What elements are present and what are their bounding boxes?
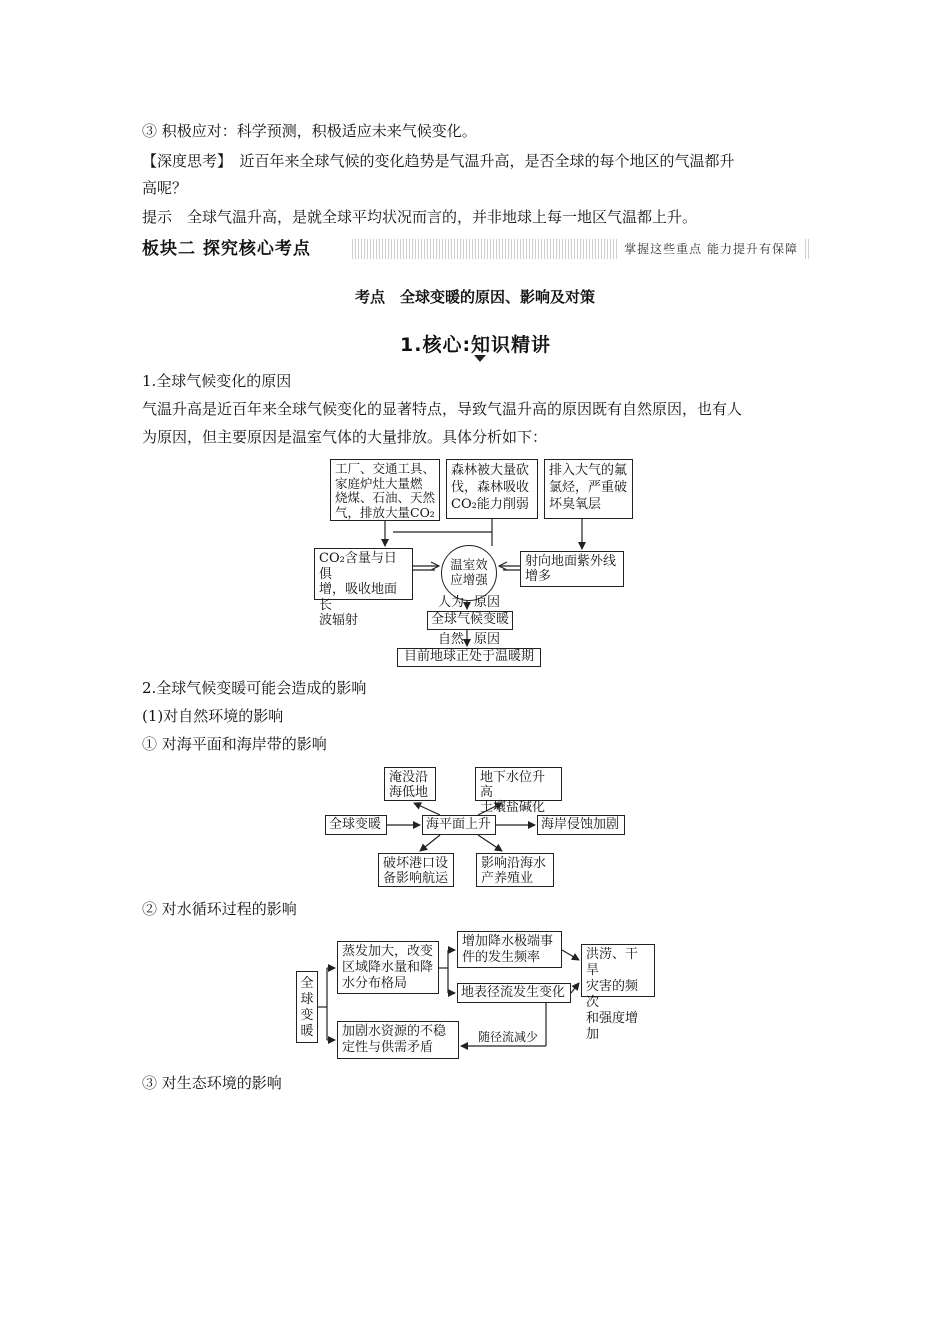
box-line: 加剧水资源的不稳 [342, 1024, 447, 1039]
section-1-title: 1.全球气候变化的原因 [142, 372, 292, 390]
box-line: 定性与供需矛盾 [342, 1040, 434, 1055]
natural-label: 自然 [438, 632, 465, 647]
box-line: 蒸发加大，改变 [342, 944, 434, 959]
intro-item-3: ③ 积极应对：科学预测，积极适应未来气候变化。 [142, 122, 477, 140]
arrow [414, 803, 440, 815]
global-warming-box: 全球气候变暖 [427, 611, 513, 630]
impact-sea-level-heading: ① 对海平面和海岸带的影响 [142, 735, 327, 753]
box-line: 产养殖业 [481, 871, 534, 886]
arrow [562, 950, 579, 960]
topic-heading: 考点 全球变暖的原因、影响及对策 [354, 288, 595, 306]
banner-slogan: 掌握这些重点 能力提升有保障 [618, 239, 804, 259]
box-line: 排入大气的氟 [549, 463, 628, 478]
arrow [478, 803, 502, 815]
vertical-char: 球 [300, 992, 314, 1007]
warm-period-box: 目前地球正处于温暖期 [397, 648, 541, 667]
section-2-title: 2.全球气候变暖可能会造成的影响 [142, 679, 367, 697]
section-2-sub-1: (1)对自然环境的影响 [142, 707, 284, 725]
hint-text: 提示 全球气温升高，是就全球平均状况而言的，并非地球上每一地区气温都上升。 [142, 208, 698, 226]
box-line: 伐，森林吸收 [451, 480, 530, 495]
circle-line: 温室效 [450, 557, 488, 572]
box-line: 坏臭氧层 [549, 497, 602, 512]
arrow [571, 983, 579, 993]
circle-line: 应增强 [450, 572, 488, 587]
banner-title: 板块二 探究核心考点 [142, 239, 311, 259]
warming-box: 全球变暖 [325, 815, 387, 835]
impact-ecology-heading: ③ 对生态环境的影响 [142, 1074, 282, 1092]
arrow [478, 835, 502, 851]
box-line: 工厂、交通工具、 [335, 461, 436, 476]
section-1-paragraph: 气温升高是近百年来全球气候变化的显著特点，导致气温升高的原因既有自然原因，也有人 [142, 400, 743, 418]
impact-water-cycle-heading: ② 对水循环过程的影响 [142, 900, 297, 918]
core-knowledge-title: 1.核心:知识精讲 [400, 334, 552, 356]
box-line: 增多 [525, 569, 552, 584]
box-line: 区域降水量和降 [342, 960, 434, 975]
box-line: 土壤盐碱化 [480, 800, 546, 815]
box-line: 影响沿海水 [481, 856, 547, 871]
box-line: 淹没沿 [389, 770, 429, 785]
box-line: 气，排放大量CO₂ [335, 504, 435, 520]
deep-thinking-question: 近百年来全球气候的变化趋势是气温升高，是否全球的每个地区的气温都升 [224, 152, 735, 170]
runoff-change-box: 地表径流发生变化 [457, 983, 571, 1003]
cause-label-2: 原因 [474, 632, 501, 647]
box-line: 灾害的频次 [586, 979, 639, 1010]
box-line: 家庭炉灶大量燃 [335, 475, 423, 491]
box-line: 和强度增加 [586, 1011, 639, 1042]
box-line: CO₂能力削弱 [451, 497, 529, 512]
box-line: 水分布格局 [342, 976, 408, 991]
runoff-decrease-label: 随径流减少 [478, 1030, 539, 1044]
box-line: 增，吸收地面长 [319, 582, 398, 613]
box-line: CO₂含量与日俱 [319, 551, 397, 582]
deep-thinking-tag: 【深度思考】 [142, 152, 225, 170]
arrow [420, 835, 440, 851]
box-line: 森林被大量砍 [451, 463, 530, 478]
box-line: 海低地 [389, 785, 429, 800]
vertical-char: 暖 [300, 1024, 314, 1039]
coastal-erosion-box: 海岸侵蚀加剧 [537, 815, 625, 835]
section-1-paragraph-cont: 为原因，但主要原因是温室气体的大量排放。具体分析如下： [142, 428, 548, 446]
deep-thinking-question-cont: 高呢？ [142, 179, 188, 197]
box-line: 射向地面紫外线 [525, 554, 617, 569]
box-line: 烧煤、石油、天然 [335, 490, 436, 505]
human-label: 人为 [438, 595, 465, 610]
box-line: 增加降水极端事 [462, 934, 554, 949]
box-line: 破坏港口设 [383, 856, 449, 871]
box-line: 洪涝、干旱 [586, 947, 639, 978]
sea-rise-box: 海平面上升 [422, 815, 496, 835]
box-line: 波辐射 [319, 613, 359, 628]
box-line: 氯烃，严重破 [549, 480, 628, 495]
cause-label: 原因 [474, 595, 501, 610]
box-line: 件的发生频率 [462, 950, 541, 965]
vertical-char: 变 [300, 1008, 314, 1023]
box-line: 地下水位升高 [480, 770, 546, 800]
box-line: 备影响航运 [383, 871, 449, 886]
vertical-char: 全 [300, 976, 314, 991]
